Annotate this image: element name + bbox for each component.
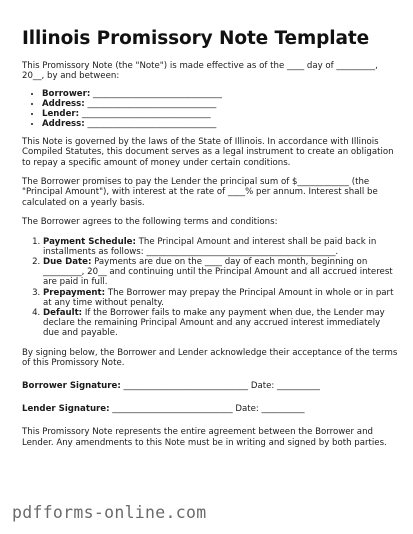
watermark-text: pdfforms-online.com (12, 503, 207, 522)
acknowledge-paragraph: By signing below, the Borrower and Lender acknowledge their acceptance of the terms of this Promissory Note. (22, 347, 398, 369)
terms-list (22, 237, 398, 339)
term-payment-schedule: 1. Payment Schedule: The Principal Amount and interest shall be paid back in installments as follows: ____________________________________________. (43, 237, 398, 257)
closing-paragraph: This Promissory Note represents the entire agreement between the Borrower and Lender. Any amendments to this Note must be in writing and signed by both parties. (22, 427, 387, 448)
borrower-signature-line: Borrower Signature: _____________________________ Date: __________ (22, 380, 320, 391)
document-page (22, 28, 398, 448)
party-lender: • Lender: ______________________________ (42, 109, 398, 119)
party-lender-address: • Address: ______________________________ (42, 119, 398, 129)
intro-paragraph: This Promissory Note (the "Note") is made effective as of the ____ day of _________, 20__, by and between: (22, 61, 378, 82)
lender-signature-line: Lender Signature: ____________________________ Date: __________ (22, 403, 305, 414)
principal-paragraph: The Borrower promises to pay the Lender the principal sum of $____________ (the "Principal Amount"), with interest at the rate of ____% per annum. Interest shall be calculated on a yearly basis. (22, 177, 378, 208)
document-title: Illinois Promissory Note Template (22, 28, 370, 49)
term-prepayment: 3. Prepayment: The Borrower may prepay the Principal Amount in whole or in part at any time without penalty. (43, 288, 398, 308)
parties-list (22, 89, 398, 129)
party-borrower-address: • Address: ______________________________ (42, 99, 398, 109)
party-borrower: • Borrower: ______________________________ (42, 89, 398, 99)
terms-intro: The Borrower agrees to the following terms and conditions: (22, 217, 278, 228)
term-due-date: 2. Due Date: Payments are due on the ____ day of each month, beginning on _________, 20__ and continuing until the Principal Amount and all accrued interest are paid in full. (43, 257, 398, 288)
governing-law-paragraph: This Note is governed by the laws of the State of Illinois. In accordance with Illinois Compiled Statutes, this document serves as a legal instrument to create an obligation to repay a specific amount of money under certain conditions. (22, 136, 394, 168)
term-default: 4. Default: If the Borrower fails to make any payment when due, the Lender may declare the remaining Principal Amount and any accrued interest immediately due and payable. (43, 308, 398, 339)
